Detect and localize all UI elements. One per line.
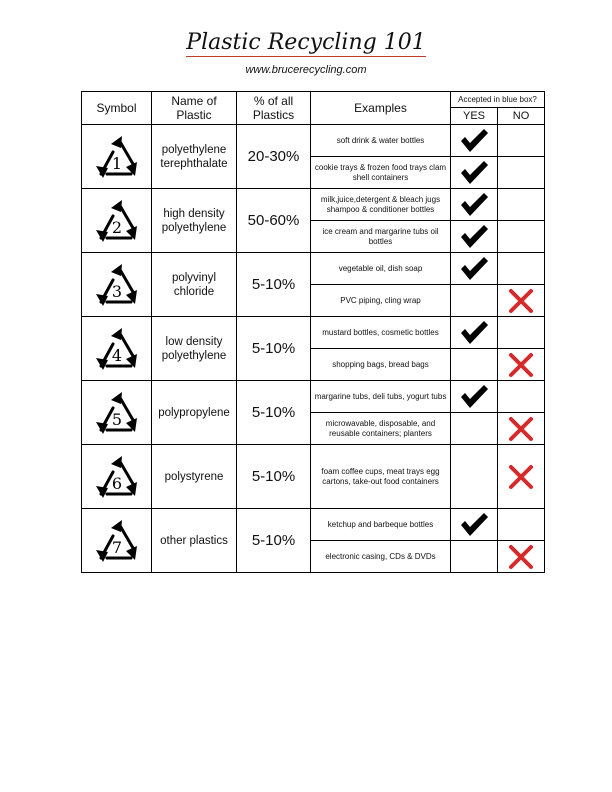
accepted-yes-cell: [451, 317, 498, 349]
accepted-yes-cell: [451, 349, 498, 381]
plastic-percent: 5-10%: [237, 445, 311, 509]
example-text: mustard bottles, cosmetic bottles: [311, 317, 451, 349]
header-accepted: Accepted in blue box?: [451, 92, 545, 108]
header-symbol: Symbol: [82, 92, 152, 125]
recycle-symbol-cell: [82, 445, 152, 509]
accepted-yes-cell: [451, 413, 498, 445]
page-title: Plastic Recycling 101: [186, 30, 426, 55]
checkmark-icon: [451, 128, 497, 154]
recycle-symbol-cell: [82, 189, 152, 253]
recycle-symbol-cell: [82, 317, 152, 381]
resin-code: 2: [111, 217, 122, 237]
resin-code: 6: [111, 473, 122, 493]
plastic-percent: 50-60%: [237, 189, 311, 253]
plastic-percent: 5-10%: [237, 509, 311, 573]
plastic-percent: 5-10%: [237, 381, 311, 445]
resin-code: 1: [111, 153, 122, 173]
accepted-yes-cell: [451, 445, 498, 509]
checkmark-icon: [451, 512, 497, 538]
header-no: NO: [498, 108, 545, 125]
checkmark-icon: [451, 224, 497, 250]
cross-icon: [498, 288, 544, 314]
accepted-yes-cell: [451, 189, 498, 221]
table-row: [82, 125, 545, 157]
header-percent: % of all Plastics: [237, 92, 311, 125]
plastic-name: high density polyethylene: [152, 189, 237, 253]
accepted-no-cell: [498, 381, 545, 413]
accepted-no-cell: [498, 413, 545, 445]
example-text: cookie trays & frozen food trays clam shell containers: [311, 157, 451, 189]
plastic-name: polyethylene terephthalate: [152, 125, 237, 189]
recycling-table: [81, 91, 545, 573]
table-body: [82, 125, 545, 573]
table-row: [82, 445, 545, 509]
accepted-no-cell: [498, 157, 545, 189]
plastic-name: low density polyethylene: [152, 317, 237, 381]
example-text: foam coffee cups, meat trays egg cartons, take-out food containers: [311, 445, 451, 509]
accepted-no-cell: [498, 541, 545, 573]
checkmark-icon: [451, 384, 497, 410]
accepted-no-cell: [498, 445, 545, 509]
recycle-triangle-icon: [82, 516, 151, 566]
example-text: microwavable, disposable, and reusable containers; planters: [311, 413, 451, 445]
checkmark-icon: [451, 320, 497, 346]
accepted-yes-cell: [451, 125, 498, 157]
cross-icon: [498, 544, 544, 570]
cross-icon: [498, 464, 544, 490]
recycle-symbol-cell: [82, 253, 152, 317]
resin-code: 7: [111, 537, 122, 557]
recycle-symbol-cell: [82, 125, 152, 189]
accepted-yes-cell: [451, 253, 498, 285]
accepted-no-cell: [498, 221, 545, 253]
plastic-name: polyvinyl chloride: [152, 253, 237, 317]
recycle-triangle-icon: [82, 452, 151, 502]
accepted-yes-cell: [451, 509, 498, 541]
accepted-yes-cell: [451, 157, 498, 189]
recycle-triangle-icon: [82, 196, 151, 246]
example-text: ice cream and margarine tubs oil bottles: [311, 221, 451, 253]
plastic-name: polystyrene: [152, 445, 237, 509]
cross-icon: [498, 416, 544, 442]
example-text: vegetable oil, dish soap: [311, 253, 451, 285]
table-row: [82, 189, 545, 221]
header-yes: YES: [451, 108, 498, 125]
checkmark-icon: [451, 160, 497, 186]
accepted-yes-cell: [451, 381, 498, 413]
resin-code: 3: [111, 281, 122, 301]
resin-code: 4: [111, 345, 122, 365]
example-text: margarine tubs, deli tubs, yogurt tubs: [311, 381, 451, 413]
example-text: PVC piping, cling wrap: [311, 285, 451, 317]
example-text: shopping bags, bread bags: [311, 349, 451, 381]
example-text: electronic casing, CDs & DVDs: [311, 541, 451, 573]
accepted-no-cell: [498, 349, 545, 381]
example-text: milk,juice,detergent & bleach jugs shampoo & conditioner bottles: [311, 189, 451, 221]
accepted-yes-cell: [451, 221, 498, 253]
accepted-no-cell: [498, 253, 545, 285]
recycle-symbol-cell: [82, 381, 152, 445]
table-row: [82, 253, 545, 285]
cross-icon: [498, 352, 544, 378]
checkmark-icon: [451, 256, 497, 282]
accepted-no-cell: [498, 509, 545, 541]
example-text: ketchup and barbeque bottles: [311, 509, 451, 541]
checkmark-icon: [451, 192, 497, 218]
recycle-triangle-icon: [82, 388, 151, 438]
table-row: [82, 509, 545, 541]
plastic-name: other plastics: [152, 509, 237, 573]
accepted-yes-cell: [451, 285, 498, 317]
recycle-triangle-icon: [82, 260, 151, 310]
recycle-triangle-icon: [82, 132, 151, 182]
table-row: [82, 317, 545, 349]
accepted-yes-cell: [451, 541, 498, 573]
plastic-percent: 20-30%: [237, 125, 311, 189]
table-row: [82, 381, 545, 413]
accepted-no-cell: [498, 285, 545, 317]
website-url: www.brucerecycling.com: [245, 64, 367, 76]
accepted-no-cell: [498, 125, 545, 157]
plastic-name: polypropylene: [152, 381, 237, 445]
plastic-percent: 5-10%: [237, 317, 311, 381]
resin-code: 5: [111, 409, 122, 429]
plastic-percent: 5-10%: [237, 253, 311, 317]
example-text: soft drink & water bottles: [311, 125, 451, 157]
accepted-no-cell: [498, 317, 545, 349]
recycle-symbol-cell: [82, 509, 152, 573]
header-examples: Examples: [311, 92, 451, 125]
recycle-triangle-icon: [82, 324, 151, 374]
header-name: Name of Plastic: [152, 92, 237, 125]
accepted-no-cell: [498, 189, 545, 221]
